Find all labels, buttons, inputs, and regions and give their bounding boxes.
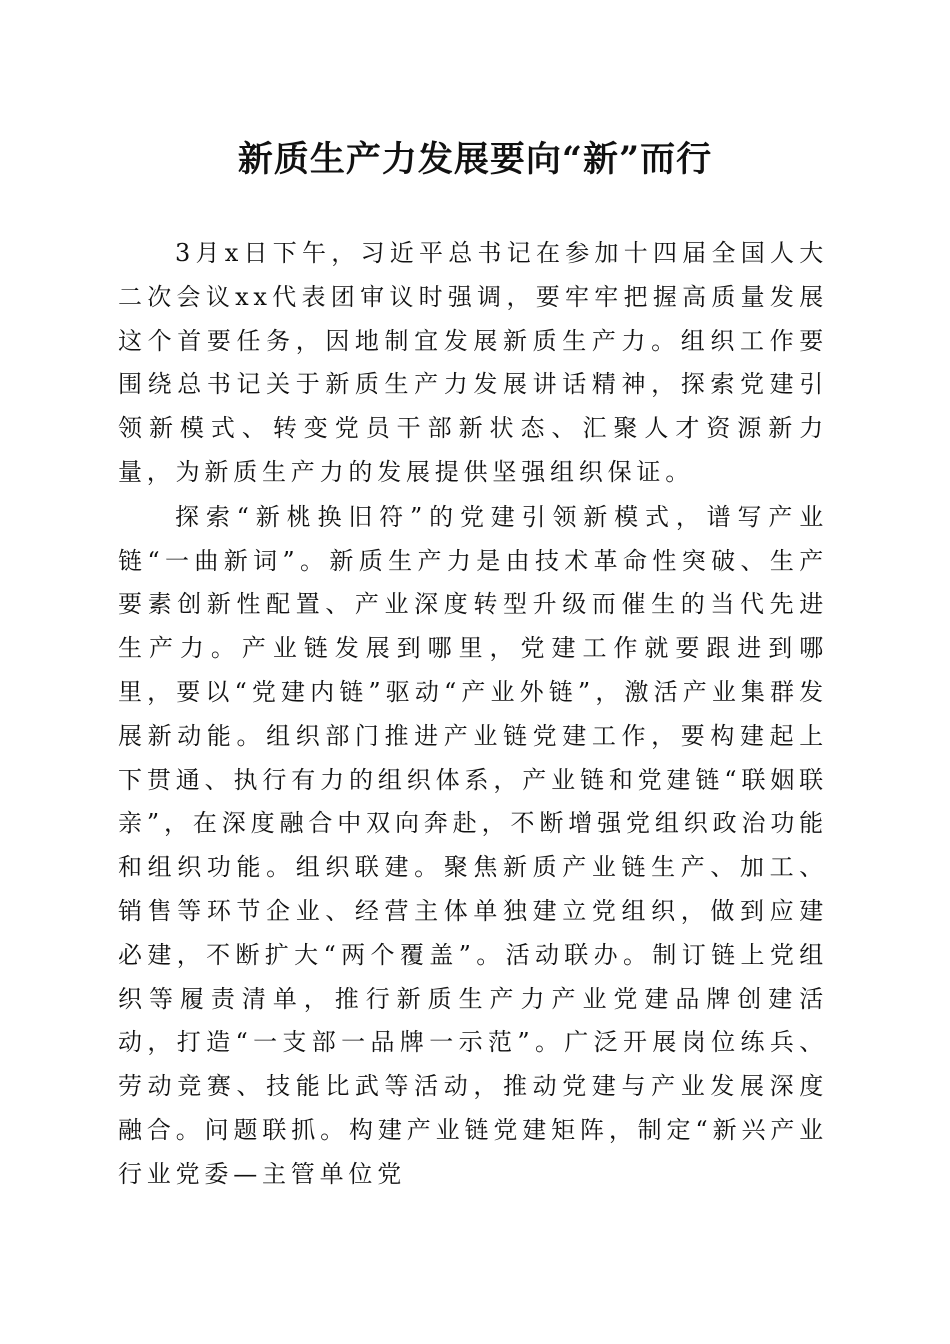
document-title: 新质生产力发展要向“新”而行: [237, 139, 713, 180]
document-body: [118, 232, 828, 1197]
paragraph-1: 3月x日下午，习近平总书记在参加十四届全国人大二次会议xx代表团审议时强调，要牢牢把握高质量发展这个首要任务，因地制宜发展新质生产力。组织工作要围绕总书记关于新质生产力发展讲话精神，探索党建引领新模式、转变党员干部新状态、汇聚人才资源新力量，为新质生产力的发展提供坚强组织保证。: [118, 239, 828, 486]
paragraph-2: 探索“新桃换旧符”的党建引领新模式，谱写产业链“一曲新词”。新质生产力是由技术革命性突破、生产要素创新性配置、产业深度转型升级而催生的当代先进生产力。产业链发展到哪里，党建工作就要跟进到哪里，要以“党建内链”驱动“产业外链”，激活产业集群发展新动能。组织部门推进产业链党建工作，要构建起上下贯通、执行有力的组织体系，产业链和党建链“联姻联亲”，在深度融合中双向奔赴，不断增强党组织政治功能和组织功能。组织联建。聚焦新质产业链生产、加工、销售等环节企业、经营主体单独建立党组织，做到应建必建，不断扩大“两个覆盖”。活动联办。制订链上党组织等履责清单，推行新质生产力产业党建品牌创建活动，打造“一支部一品牌一示范”。广泛开展岗位练兵、劳动竞赛、技能比武等活动，推动党建与产业发展深度融合。问题联抓。构建产业链党建矩阵，制定“新兴产业行业党委—主管单位党: [118, 502, 828, 1188]
